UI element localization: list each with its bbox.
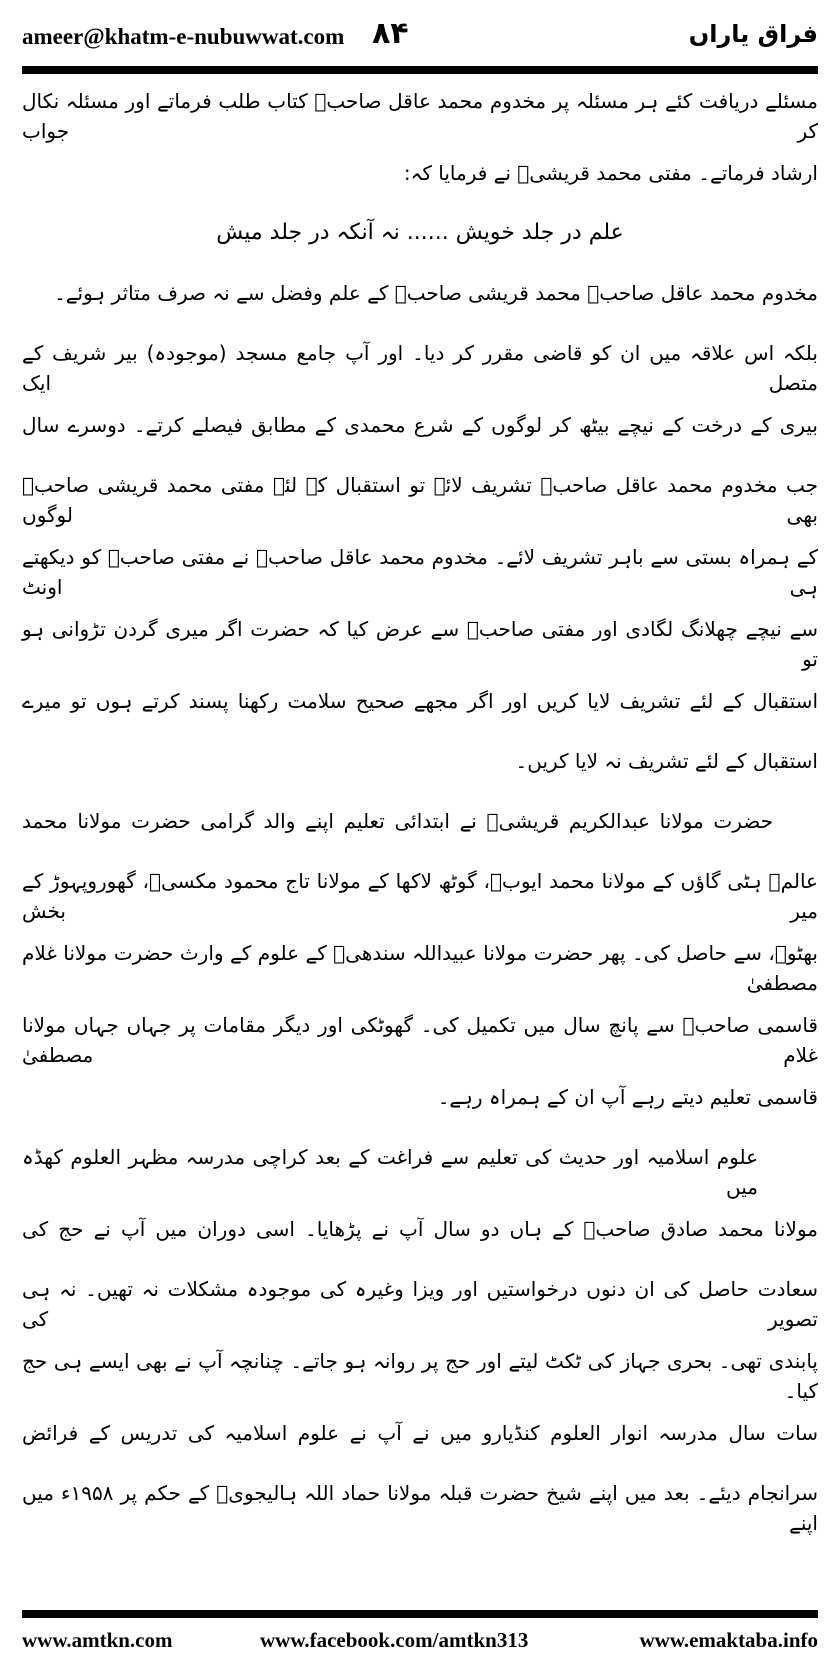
text-line: مسئلے دریافت کئے ہر مسئلہ پر مخدوم محمد عاقل صاحبؒ کتاب طلب فرماتے اور مسئلہ نکال کر جواب	[22, 89, 818, 143]
verse-line: علم در جلد خویش ...... نہ آنکہ در جلد میش	[216, 220, 624, 245]
book-title: فراق یاراں	[688, 20, 818, 48]
text-line: قاسمی تعلیم دیتے رہے آپ ان کے ہمراہ رہے۔	[437, 1085, 818, 1109]
page-footer	[22, 1628, 818, 1668]
text-line: کے ہمراہ بستی سے باہر تشریف لائے۔ مخدوم محمد عاقل صاحبؒ نے مفتی صاحبؒ کو دیکھتے ہی اونٹ	[22, 545, 818, 599]
text-line: سات سال مدرسہ انوار العلوم کنڈیارو میں نے آپ نے علوم اسلامیہ کی تدریس کے فرائض	[22, 1421, 818, 1445]
header-rule	[22, 66, 818, 74]
text-line: استقبال کے لئے تشریف لایا کریں اور اگر مجھے صحیح سلامت رکھنا پسند کرتے ہوں تو میرے	[22, 689, 818, 713]
footer-link-facebook[interactable]: www.facebook.com/amtkn313	[260, 1628, 529, 1652]
page-number: ۸۴	[372, 16, 409, 51]
footer-link-amtkn[interactable]: www.amtkn.com	[22, 1628, 173, 1652]
text-line: پابندی تھی۔ بحری جہاز کی ٹکٹ لیتے اور حج پر روانہ ہو جاتے۔ چنانچہ آپ نے بھی ایسے ہی حج کیا۔	[22, 1349, 818, 1403]
footer-rule	[22, 1610, 818, 1618]
header-email: ameer@khatm-e-nubuwwat.com	[22, 24, 345, 49]
text-line: سعادت حاصل کی ان دنوں درخواستیں اور ویزا وغیرہ کی موجودہ مشکلات نہ تھیں۔ نہ ہی تصویر کی	[22, 1277, 818, 1331]
page-header	[22, 16, 818, 62]
text-line: مولانا محمد صادق صاحبؒ کے ہاں دو سال آپ نے پڑھایا۔ اسی دوران میں آپ نے حج کی	[22, 1217, 818, 1241]
text-line: ارشاد فرماتے۔ مفتی محمد قریشیؒ نے فرمایا کہ:	[403, 161, 818, 185]
text-line: بھٹوؒ، سے حاصل کی۔ پھر حضرت مولانا عبیداللہ سندھیؒ کے علوم کے وارث حضرت مولانا غلام مصطفیٰ	[22, 941, 818, 995]
text-line: بیری کے درخت کے نیچے بیٹھ کر لوگوں کے شرع محمدی کے مطابق فیصلے کرتے۔ دوسرے سال	[22, 413, 818, 437]
page-body	[22, 0, 818, 1538]
text-line: علوم اسلامیہ اور حدیث کی تعلیم سے فراغت کے بعد کراچی مدرسہ مظہر العلوم کھڈہ میں	[22, 1145, 758, 1199]
text-line: بلکہ اس علاقہ میں ان کو قاضی مقرر کر دیا۔ اور آپ جامع مسجد (موجودہ) بیر شریف کے متصل ایک	[22, 341, 818, 395]
text-line: سے نیچے چھلانگ لگادی اور مفتی صاحبؒ سے عرض کیا کہ حضرت اگر میری گردن تڑوانی ہو تو	[22, 617, 818, 671]
footer-link-emaktaba[interactable]: www.emaktaba.info	[639, 1628, 818, 1652]
text-line: عالمؒ ہٹی گاؤں کے مولانا محمد ایوبؒ، گوٹھ لاکھا کے مولانا تاج محمود مکسیؒ، گھوروپہوڑ کے میر بخش	[22, 869, 818, 923]
text-line: جب مخدوم محمد عاقل صاحبؒ تشریف لائے تو استقبال کے لئے مفتی محمد قریشی صاحبؒ بھی لوگوں	[22, 473, 818, 527]
text-line: سرانجام دیئے۔ بعد میں اپنے شیخ حضرت قبلہ مولانا حماد اللہ ہالیجویؒ کے حکم پر ۱۹۵۸ء میں اپنے	[22, 1481, 818, 1535]
text-line: قاسمی صاحبؒ سے پانچ سال میں تکمیل کی۔ گھوٹکی اور دیگر مقامات پر جہاں جہاں مولانا غلام مصطفیٰ	[22, 1013, 818, 1067]
text-line: استقبال کے لئے تشریف نہ لایا کریں۔	[515, 749, 818, 773]
text-line: حضرت مولانا عبدالکریم قریشیؒ نے ابتدائی تعلیم اپنے والد گرامی حضرت مولانا محمد	[22, 809, 773, 833]
text-line: مخدوم محمد عاقل صاحبؒ محمد قریشی صاحبؒ کے علم وفضل سے نہ صرف متاثر ہوئے۔	[54, 281, 818, 305]
